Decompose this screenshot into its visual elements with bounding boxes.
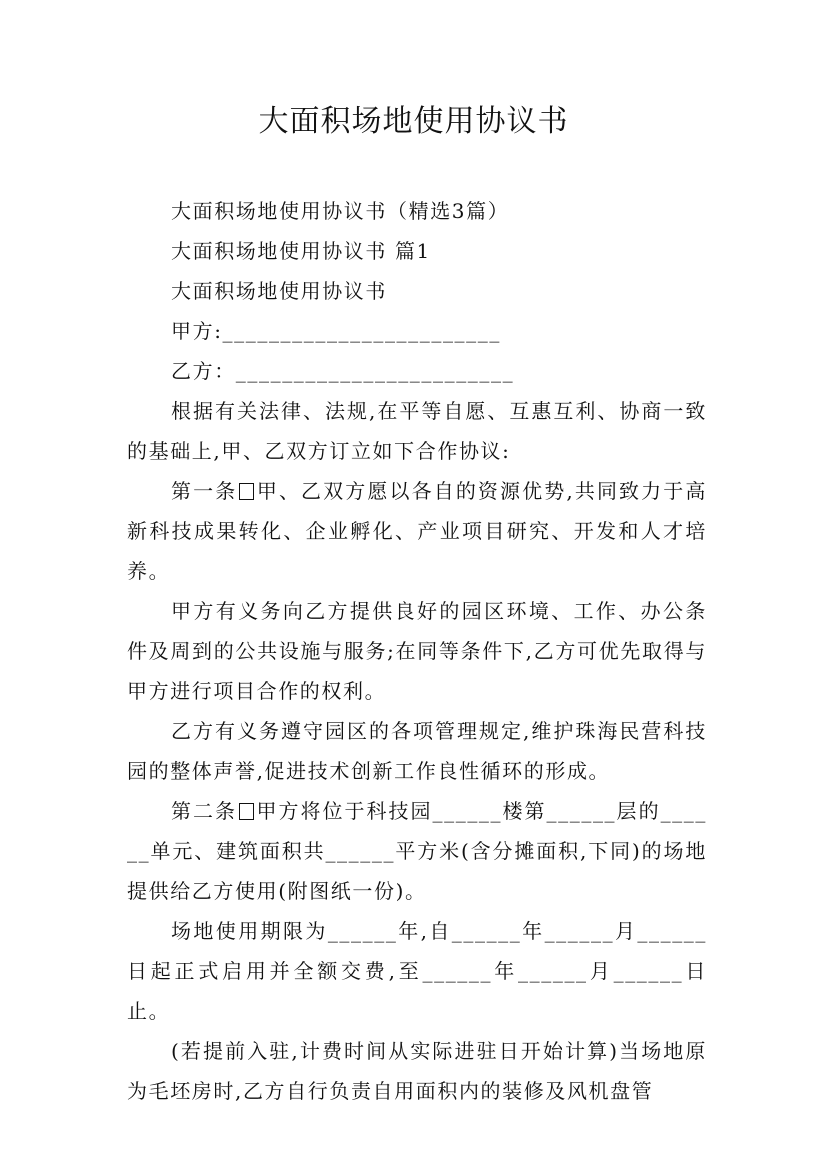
document-body bbox=[127, 191, 707, 1111]
paragraph-article-2 bbox=[127, 791, 707, 911]
article-2-text: 甲方将位于科技园______楼第______层的______单元、建筑面积共______平方米(含分摊面积,下同)的场地提供给乙方使用(附图纸一份)。 bbox=[127, 799, 707, 903]
paragraph-party-a-duty: 甲方有义务向乙方提供良好的园区环境、工作、办公条件及周到的公共设施与服务;在同等条件下,乙方可优先取得与甲方进行项目合作的权利。 bbox=[127, 599, 707, 703]
paragraph-party-b-duty: 乙方有义务遵守园区的各项管理规定,维护珠海民营科技园的整体声誉,促进技术创新工作良性循环的形成。 bbox=[127, 719, 707, 783]
article-1-text: 甲、乙双方愿以各自的资源优势,共同致力于高新科技成果转化、企业孵化、产业项目研究、开发和人才培养。 bbox=[127, 479, 707, 583]
paragraph-early-entry: (若提前入驻,计费时间从实际进驻日开始计算)当场地原为毛坯房时,乙方自行负责自用面积内的装修及风机盘管 bbox=[127, 1039, 707, 1103]
paragraph-article-1 bbox=[127, 471, 707, 591]
paragraph-section-heading: 大面积场地使用协议书 篇1 bbox=[171, 239, 431, 263]
paragraph-preamble: 根据有关法律、法规,在平等自愿、互惠互利、协商一致的基础上,甲、乙双方订立如下合作协议: bbox=[127, 399, 707, 463]
paragraph-usage-term: 场地使用期限为______年,自______年______月______日起正式启用并全额交费,至______年______月______日止。 bbox=[127, 919, 707, 1023]
document-title: 大面积场地使用协议书 bbox=[258, 104, 569, 139]
paragraph-subtitle: 大面积场地使用协议书（精选3篇） bbox=[171, 199, 510, 223]
article-1-label: 第一条 bbox=[171, 479, 238, 503]
party-a-line: 甲方:________________________ bbox=[171, 319, 501, 343]
checkbox-square-icon bbox=[239, 803, 254, 820]
party-b-line: 乙方：________________________ bbox=[171, 359, 515, 383]
paragraph-agreement-name: 大面积场地使用协议书 bbox=[171, 279, 387, 303]
article-2-label: 第二条 bbox=[171, 799, 238, 823]
checkbox-square-icon bbox=[239, 483, 254, 500]
